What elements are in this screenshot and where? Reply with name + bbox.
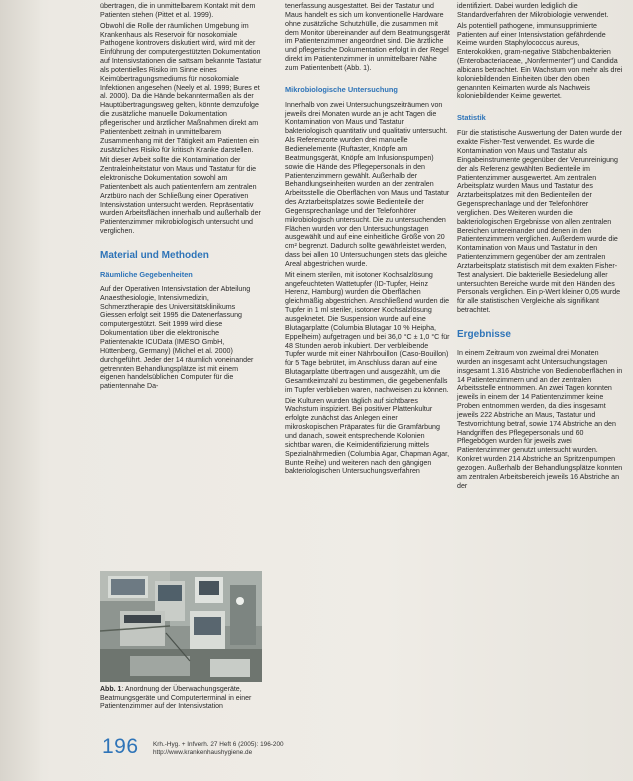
figure-caption — [100, 686, 265, 712]
caption-label: Abb. 1 — [100, 686, 122, 693]
paragraph: Mit einem sterilen, mit isotoner Kochsalzlösung angefeuchteten Wattetupfer (ID-Tupfer, Heinz Herenz, Hamburg) wurden die Oberflächen gleichmäßig abgestrichen. Anschließend wurden die Tupfer in 1 ml steriler, isotoner Kochsalzlösung ausgeknetet. Die Suspension wurde auf eine Blutagarplatte (Columbia Blutagar 10 % Heipha, Eppelheim) aufgetragen und bei 36,0 °C ± 1,0 °C für 48 Stunden aerob inkubiert. Der verbleibende Tupfer wurde mit einer Nährbouillon (Caso-Bouillon) für 5 Tage bebrütet, im Anschluss daran auf eine Blutagarplatte übertragen und ausgezählt, um die Gesamtkeimzahl zu bestimmen, die gegebenenfalls im Tupfer verblieben waren, nachweisen zu können. — [285, 270, 450, 394]
paragraph: Innerhalb von zwei Untersuchungszeiträumen von jeweils drei Monaten wurde an je acht Tagen die Kontamination von Maus und Tastatur bakteriologisch quantitativ und qualitativ untersucht. Als Referenzorte wurden drei manuelle Bedienelemente (Ruftaster, Knöpfe am Beatmungsgerät, Knöpfe am Infusionspumpen) sowie die Hände des Pflegepersonals in den Patientenzimmern gewählt. Außerhalb der Behandlungseinheiten wurden an der zentralen Arbeitsstelle die Oberflächen von Maus und Tastatur des Arztarbeitsplatzes sowie Bedienteile der Gegensprechanlage und der Telefonhörer mikrobiologisch untersucht. Die zu untersuchenden Flächen wurden vor den Untersuchungstagen ausgewählt und auf eine einheitliche Größe von 20 cm² begrenzt. Dadurch sollte gewährleistet werden, dass bei allen 10 Untersuchungen stets das gleiche Areal abgestrichen wurde. — [285, 100, 450, 268]
page-number: 196 — [102, 735, 139, 758]
section-heading-results: Ergebnisse — [457, 329, 511, 340]
paragraph: Für die statistische Auswertung der Daten wurde der exakte Fisher-Test verwendet. Es wurde die Kontamination von Maus und Tastatur als Eingabeinstrumente gegenüber der Verunreinigung der als Referenz gewählten Bedienteile im Patientenzimmer ausgewertet. Am zentralen Arbeitsplatz wurden Maus und Tastatur des Arztarbeitsplatzes mit den Bedienteilen der Gegensprechanlage und der Telefonhörer verglichen. Des Weiteren wurden die bakteriologischen Ergebnisse von allen zentralen Bereichen untereinander und denen in den Patientenzimmern verglichen. Außerdem wurde die Kontamination von Maus und Tastatur in den Patientenzimmern gegenüber der am zentralen Arztarbeitsplatz statistisch mit dem exakten Fisher-Test analysiert. Die bakterielle Besiedelung aller untersuchten Bereiche wurde mit den Händen des Personals verglichen. Ein p-Wert kleiner 0,05 wurde für alle statistischen Vergleiche als signifikant betrachtet. — [457, 129, 622, 315]
page-binding-shadow — [0, 0, 40, 781]
journal-reference: Krh.-Hyg. + Infverh. 27 Heft 6 (2005): 196-200 — [153, 741, 284, 748]
paragraph: Die Kulturen wurden täglich auf sichtbares Wachstum inspiziert. Bei positiver Plattenkultur erfolgte zunächst das Anlegen einer mikroskopischen Präparates für die Gramfärbung und danach, soweit entsprechende Kolonien sichtbar waren, die Keimidentifizierung mittels Spezialnährmedien (Columbia Agar, Chapman Agar, Bunte Reihe) und weiteren nach den gängigen bakteriologischen Untersuchungsverfahren — [285, 396, 450, 476]
figure-icu-photo — [100, 571, 262, 682]
section-heading-methods: Material und Methoden — [100, 249, 209, 261]
text-column-3 — [457, 2, 623, 493]
journal-url-link[interactable]: http://www.krankenhaushygiene.de — [153, 749, 253, 756]
footer-citation — [153, 741, 284, 757]
icu-room-photo-icon — [100, 571, 262, 682]
subsection-heading-stats: Statistik — [457, 113, 486, 123]
caption-text: : Anordnung der Überwachungsgeräte, Beatmungsgeräte und Computerterminal in einer Patientenzimmer auf der Intensivstation — [100, 686, 252, 711]
paragraph: tenerfassung ausgestattet. Bei der Tastatur und Maus handelt es sich um konventionelle Hardware ohne zusätzliche Schutzhülle, die zusammen mit dem Monitor übereinander auf dem Beatmungsgerät im Patientenzimmer angeordnet sind. Die ärztliche und pflegerische Dokumentation erfolgt in der Regel direkt im Patientenzimmer in unmittelbarer Nähe zum Patientenbett (Abb. 1). — [285, 2, 450, 72]
paragraph: Obwohl die Rolle der räumlichen Umgebung im Krankenhaus als Reservoir für nosokomiale Pathogene kontrovers diskutiert wird, wird mit der Einführung der computergestützten Dokumentation auf Intensivstationen die sattsam bekannte Tastatur als potentielles Risiko im Sinne eines Keimübertragungsmediums für nosokomiale Infektionen angesehen (Neely et al. 1999; Bures et al. 2000). Da die Hände bekanntermaßen als der Hauptübertragungsweg gelten, könnte demzufolge die zusätzliche manuelle Dokumentation pflegerischer und ärztlicher Maßnahmen direkt am Patientenbett zeitnah in unmittelbarem Zusammenhang mit der Tätigkeit am Patienten ein zusätzliches Risiko für kritisch Kranke darstellen. — [100, 21, 262, 154]
paragraph: Auf der Operativen Intensivstation der Abteilung Anaesthesiologie, Intensivmedizin, Schmerztherapie des Universitätsklinikums Giessen erfolgt seit 1995 die Datenerfassung computergestützt. Seit 1999 wird diese Dokumentation über die elektronische Patientenakte ICUData (IMESO GmbH, Hüttenberg, Germany) (Michel et al. 2000) durchgeführt. Jeder der 14 räumlich voneinander getrennten Behandlungsplätze ist mit einem eigenen handelsüblichen Computer für die patientennahe Da- — [100, 284, 254, 391]
subsection-heading-micro: Mikrobiologische Untersuchung — [285, 84, 398, 94]
paragraph: Als potentiell pathogene, immunsupprimierte Patienten auf einer Intensivstation gefährdende Keime wurden Staphylococcus aureus, Enterokokken, gram-negative Stäbchenbakterien (Enterobacteriaceae, „Nonfermenter") und Candida albicans betrachtet. Ein Wachstum von mehr als drei koloniebildenden Einheiten über den oben genannten Keimarten wurde als Nachweis koloniebildender Keime gewertet. — [457, 21, 623, 101]
text-column-1 — [100, 2, 262, 393]
paragraph: identifiziert. Dabei wurden lediglich die Standardverfahren der Mikrobiologie verwendet. — [457, 2, 609, 19]
paragraph: In einem Zeitraum von zweimal drei Monaten wurden an insgesamt acht Untersuchungstagen insgesamt 1.316 Abstriche von Bedienoberflächen in 14 Patientenzimmern und an der zentralen Arbeitsstelle entnommen. An zwei Tagen konnten jeweils in einem der 14 Patientenzimmer keine Proben entnommen werden, da dies insgesamt jeweils 222 Abstriche an Maus, Tastatur und Testvorrichtung betraf, sowie 174 Abstriche an den Handgriffen des Pflegepersonals und 60 Pflegebögen wurden für jeweils zwei Patientenzimmer genutzt untersucht wurden. Konkret wurden 214 Abstriche an Spritzenpumpen gezogen. Außerhalb der Behandlungsplätze konnten am zentralen Arbeitsbereich jeweils 16 Abstriche an der — [457, 349, 623, 490]
paragraph: übertragen, die in unmittelbarem Kontakt mit dem Patienten stehen (Pittet et al. 1999). — [100, 2, 256, 19]
text-column-2 — [285, 2, 450, 478]
subsection-heading-conditions: Räumliche Gegebenheiten — [100, 269, 193, 279]
paragraph: Mit dieser Arbeit sollte die Kontamination der Zentraleinheitstatur von Maus und Tastatur für die elektronische Dokumentation sowohl am Patientenbett als auch patientenfern am zentralen Arztbüro nach der Schließung einer Operativen Intensivstation untersucht werden. Repräsentativ wurden Arbeitsflächen innerhalb und außerhalb der Patientenzimmer mikrobiologisch untersucht und verglichen. — [100, 156, 261, 236]
